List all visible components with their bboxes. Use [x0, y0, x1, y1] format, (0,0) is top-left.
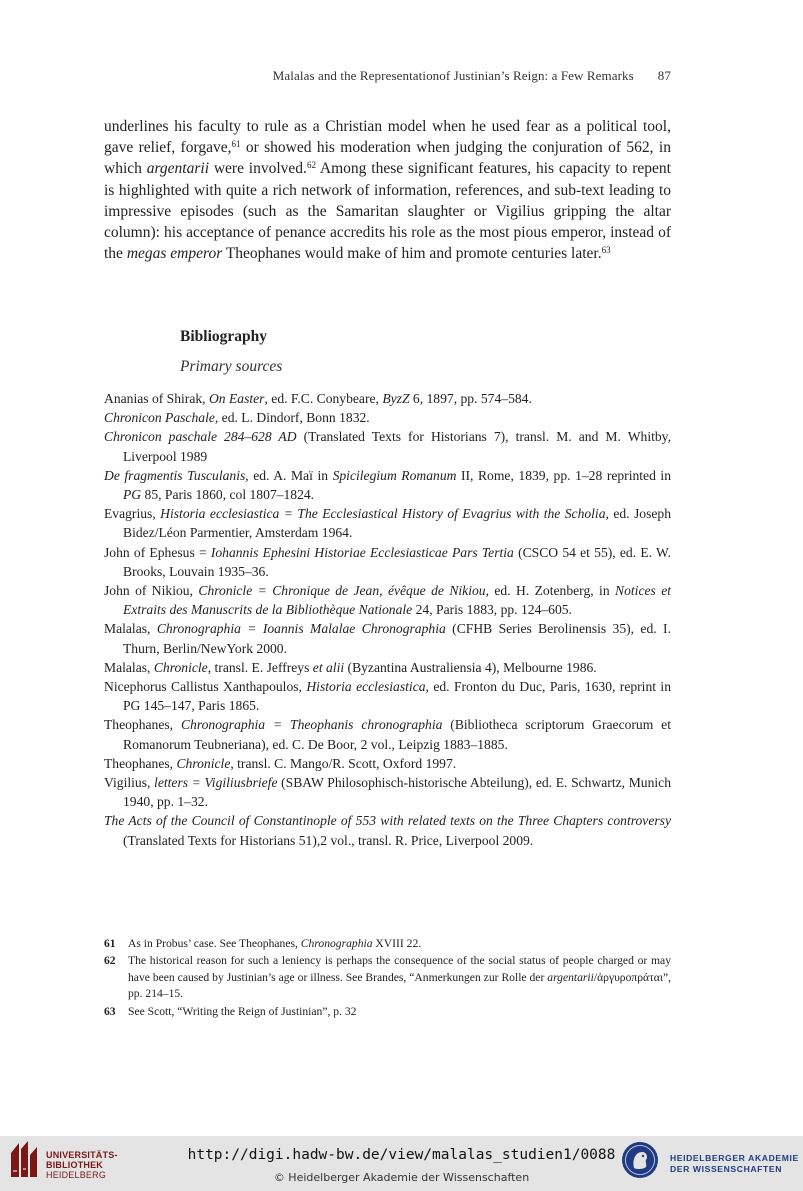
footnote-ref-63[interactable]: 63: [601, 245, 611, 256]
bib-entry: Malalas, Chronicle, transl. E. Jeffreys et alii (Byzantina Australiensia 4), Melbourne 1986.: [104, 659, 597, 675]
bib-entry: De fragmentis Tusculanis, ed. A. Maï in Spicilegium Romanum II, Rome, 1839, pp. 1–28 reprinted in PG 85, Paris 1860, col 1807–1824.: [104, 467, 672, 503]
academy-seal-icon[interactable]: [621, 1141, 659, 1179]
footnote-number: 62: [104, 954, 116, 968]
bib-entry: Theophanes, Chronicle, transl. C. Mango/R. Scott, Oxford 1997.: [104, 755, 457, 771]
body-italic: megas emperor: [126, 245, 223, 263]
university-library-name: UNIVERSITÄTS- BIBLIOTHEK HEIDELBERG: [46, 1150, 118, 1180]
bib-entry: Vigilius, letters = Vigiliusbriefe (SBAW Philosophisch-historische Abteilung), ed. E. Schwartz, Munich 1940, pp. 1–32.: [104, 775, 671, 810]
running-title: Malalas and the Representationof Justinian’s Reign: a Few Remarks: [272, 68, 634, 83]
running-head: [104, 68, 671, 84]
body-text: Theophanes would make of him and promote centuries later.: [222, 245, 602, 263]
bibliography-heading: Bibliography: [180, 328, 267, 345]
bib-entry: Evagrius, Historia ecclesiastica = The Ecclesiastical History of Evagrius with the Scholia, ed. Joseph Bidez/Léon Parmentier, Amsterdam 1964.: [104, 506, 672, 541]
bib-entry: Ananias of Shirak, On Easter, ed. F.C. Conybeare, ByzZ 6, 1897, pp. 574–584.: [104, 391, 532, 406]
bib-entry: John of Nikiou, Chronicle = Chronique de Jean, évêque de Nikiou, ed. H. Zotenberg, in Notices et Extraits des Manuscrits de la Bibliothèque Nationale 24, Paris 1883, pp. 124–605.: [104, 583, 672, 618]
footnote-63: 63 See Scott, “Writing the Reign of Justinian”, p. 32: [104, 1004, 671, 1020]
body-italic: argentarii: [146, 160, 210, 178]
body-text: were involved.: [209, 160, 307, 178]
bib-entry: Theophanes, Chronographia = Theophanis chronographia (Bibliotheca scriptorum Graecorum et Romanorum Teubneriana), ed. C. De Boor, 2 vol., Leipzig 1883–1885.: [104, 717, 671, 752]
footnote-62: 62 The historical reason for such a leniency is perhaps the consequence of the social status of people charged or may have been caused by Justinian’s age or illness. See Brandes, “Anmerkungen zur Rolle der argentarii/ἀργυροπράται”, pp. 214–15.: [104, 954, 671, 1001]
bib-entry: Malalas, Chronographia = Ioannis Malalae Chronographia (CFHB Series Berolinensis 35), ed. I. Thurn, Berlin/NewYork 2000.: [104, 621, 671, 656]
footnote-ref-62[interactable]: 62: [306, 160, 316, 171]
page-number: 87: [657, 68, 671, 83]
body-text: or showed his moderation when judging the conjuration of 562, in which: [104, 139, 671, 178]
bib-entry: John of Ephesus = Iohannis Ephesini Historiae Ecclesiasticae Pars Tertia (CSCO 54 et 55), ed. E. W. Brooks, Louvain 1935–36.: [104, 544, 671, 579]
bib-entry: Chronicon Paschale, ed. L. Dindorf, Bonn 1832.: [104, 410, 370, 426]
footnote-number: 61: [104, 937, 116, 950]
footnote-61: 61 As in Probus’ case. See Theophanes, Chronographia XVIII 22.: [104, 936, 671, 952]
body-text: underlines his faculty to rule as a Christian model when he used fear as a political tool, gave relief, forgave,: [104, 118, 671, 157]
bib-entry: Nicephorus Callistus Xanthapoulos, Historia ecclesiastica, ed. Fronton du Duc, Paris, 1630, reprint in PG 145–147, Paris 1865.: [104, 679, 671, 714]
footnote-ref-61[interactable]: 61: [231, 139, 241, 150]
copyright-notice: © Heidelberger Akademie der Wissenschaften: [273, 1171, 530, 1184]
academy-name: HEIDELBERGER AKADEMIE DER WISSENSCHAFTEN: [670, 1153, 799, 1174]
permalink-url[interactable]: http://digi.hadw-bw.de/view/malalas_studien1/0088: [187, 1147, 616, 1163]
primary-sources-subheading: Primary sources: [180, 358, 283, 375]
body-text: Among these significant features, his capacity to repent is highlighted with quite a rich network of information, references, and sub-text leading to impressive episodes (such as the Samaritan slaughter or Vigilius gripping the altar column): his acceptance of penance accredits his role as the most pious emperor, instead of the: [104, 160, 671, 263]
bib-entry: The Acts of the Council of Constantinople of 553 with related texts on the Three Chapters controversy (Translated Texts for Historians 51),2 vol., transl. R. Price, Liverpool 2009.: [104, 813, 671, 848]
footnote-number: 63: [104, 1004, 116, 1018]
bibliography-list: [104, 389, 671, 850]
bib-entry: Chronicon paschale 284–628 AD (Translated Texts for Historians 7), transl. M. and M. Whitby, Liverpool 1989: [104, 429, 671, 464]
body-paragraph: [104, 116, 671, 264]
footnotes: [104, 936, 671, 1020]
